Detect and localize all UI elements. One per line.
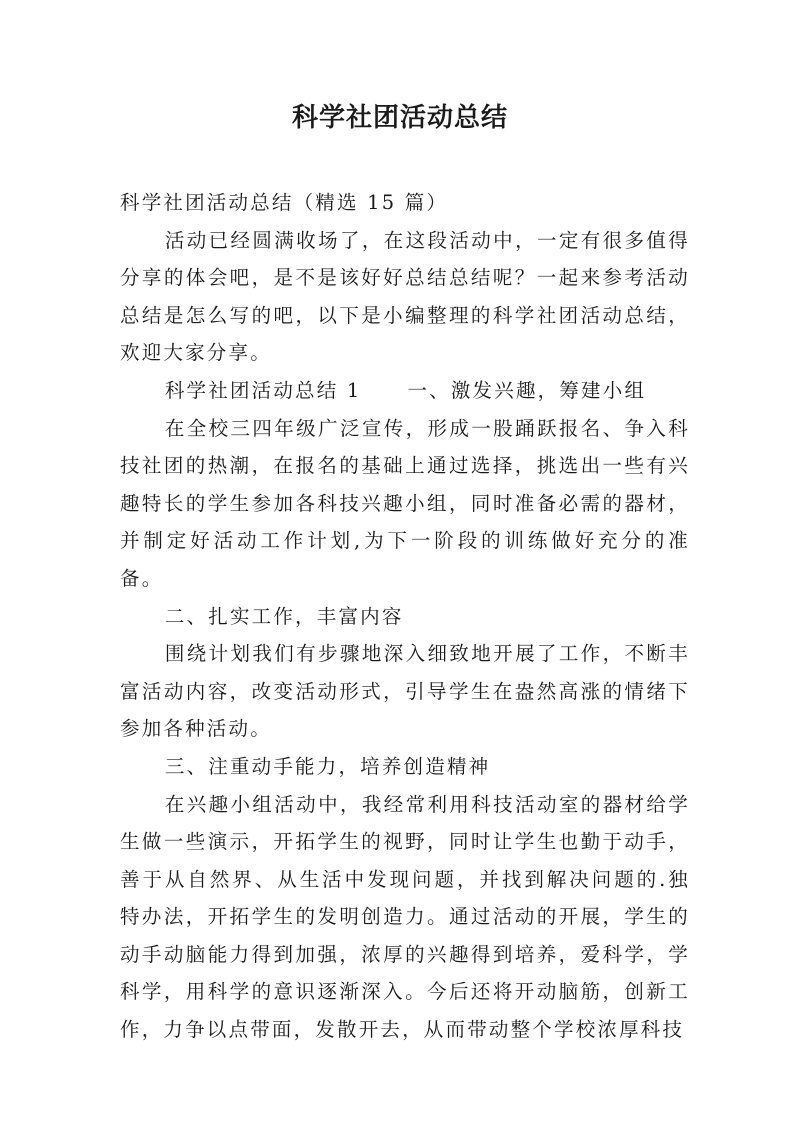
paragraph-1: 在全校三四年级广泛宣传，形成一股踊跃报名、争入科技社团的热潮，在报名的基础上通过选择，挑选出一些有兴趣特长的学生参加各科技兴趣小组，同时准备必需的器材，并制定好活动工作计划,为下一阶段的训练做好充分的准备。	[120, 416, 690, 590]
document-subtitle: 科学社团活动总结（精选 15 篇）	[120, 191, 449, 214]
paragraph-3: 在兴趣小组活动中，我经常利用科技活动室的器材给学生做一些演示，开拓学生的视野，同时让学生也勤于动手，善于从自然界、从生活中发现问题，并找到解决问题的.独特办法，开拓学生的发明创造力。通过活动的开展，学生的动手动脑能力得到加强，浓厚的兴趣得到培养，爱科学，学科学，用科学的意识逐渐深入。今后还将开动脑筋，创新工作，力争以点带面，发散开去，从而带动整个学校浓厚科技	[120, 792, 690, 1042]
intro-paragraph: 活动已经圆满收场了，在这段活动中，一定有很多值得分享的体会吧，是不是该好好总结总结呢？一起来参考活动总结是怎么写的吧，以下是小编整理的科学社团活动总结，欢迎大家分享。	[120, 228, 690, 365]
document-body	[120, 184, 690, 1049]
heading-2: 二、扎实工作，丰富内容	[164, 604, 404, 628]
heading-3: 三、注重动手能力，培养创造精神	[164, 754, 491, 778]
heading-1: 一、激发兴趣，筹建小组	[407, 378, 647, 402]
document-title: 科学社团活动总结	[291, 103, 508, 133]
section-1-label: 科学社团活动总结 1	[164, 378, 362, 402]
section-1-line	[120, 372, 690, 410]
paragraph-2: 围绕计划我们有步骤地深入细致地开展了工作，不断丰富活动内容，改变活动形式，引导学生在盎然高涨的情绪下参加各种活动。	[120, 642, 690, 741]
